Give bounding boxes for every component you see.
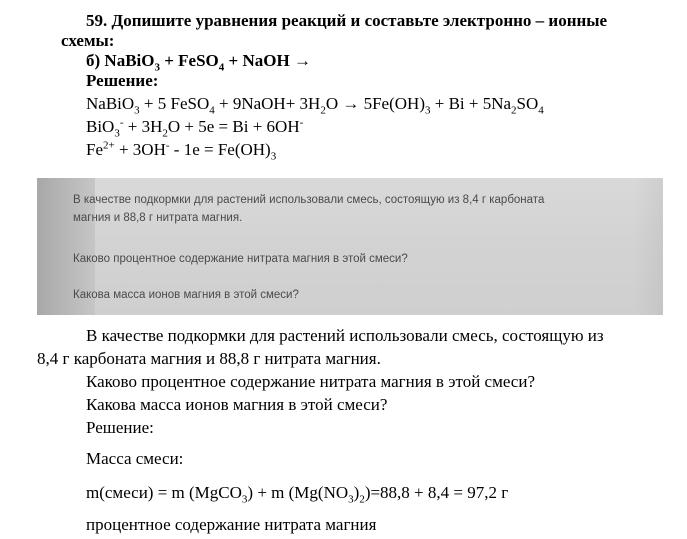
photo-line-1: В качестве подкормки для растений использовали смесь, состоящую из 8,4 г карбоната: [73, 194, 545, 206]
task-title-cont: схемы:: [61, 31, 115, 50]
problem-line-2: 8,4 г карбоната магния и 88,8 г нитрата магния.: [37, 349, 381, 368]
mass-formula: m(смеси) = m (MgCO$_3$) + m $(Mg(NO_3)_2)=88,8 + 8,4 = 97,2$ г: [86, 483, 509, 506]
mass-label: Масса смеси:: [86, 449, 184, 468]
problem-question-1: Каково процентное содержание нитрата магния в этой смеси?: [86, 372, 535, 391]
equation-2: $BiO_3^- + 3H_2O + 5e = Bi + 6OH^-$: [86, 116, 304, 140]
photo-line-2: магния и 88,8 г нитрата магния.: [73, 212, 243, 224]
solution-label: Решение:: [86, 71, 159, 90]
photo-question-1: Каково процентное содержание нитрата магния в этой смеси?: [73, 253, 408, 265]
equation-1: NaBiO$_3$ + 5 FeSO$_4$ + 9NaOH+ $3H_2O \to 5Fe(OH)_3 + Bi + 5Na_2SO_4$: [86, 94, 544, 117]
problem-photo: [37, 178, 663, 315]
percent-label: процентное содержание нитрата магния: [86, 515, 377, 534]
photo-question-2: Какова масса ионов магния в этой смеси?: [73, 289, 299, 301]
task-title: 59. Допишите уравнения реакций и составьте электронно – ионные: [86, 11, 608, 30]
solution-heading: Решение:: [86, 418, 154, 437]
photo-right-edge: [633, 178, 663, 315]
task-variant: б) NaBiO$_3$ + FeSO$_4$ + NaOH →: [86, 51, 311, 74]
equation-3: $Fe^{2+} + 3OH^- - 1e = Fe(OH)_3$: [86, 139, 277, 163]
problem-question-2: Какова масса ионов магния в этой смеси?: [86, 395, 388, 414]
problem-line-1: В качестве подкормки для растений использовали смесь, состоящую из: [86, 326, 604, 345]
